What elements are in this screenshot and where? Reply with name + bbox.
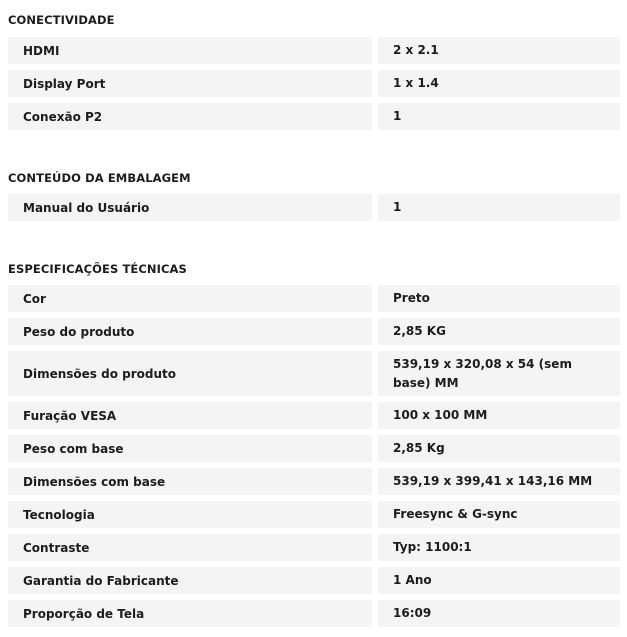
- spec-label: Tecnologia: [8, 501, 372, 528]
- spec-label: Dimensões com base: [8, 468, 372, 495]
- spec-value: 2,85 KG: [378, 318, 620, 345]
- spec-row: [8, 534, 620, 561]
- spec-row: [8, 501, 620, 528]
- spec-row: [8, 318, 620, 345]
- spec-row: [8, 567, 620, 594]
- section-title-especificacoes-tecnicas: ESPECIFICAÇÕES TÉCNICAS: [8, 262, 187, 276]
- spec-value: Freesync & G-sync: [378, 501, 620, 528]
- spec-value: 1 Ano: [378, 567, 620, 594]
- spec-row: [8, 402, 620, 429]
- spec-label: Garantia do Fabricante: [8, 567, 372, 594]
- spec-value: 100 x 100 MM: [378, 402, 620, 429]
- spec-row: [8, 37, 620, 64]
- spec-label: Manual do Usuário: [8, 194, 372, 221]
- spec-label: HDMI: [8, 37, 372, 64]
- spec-value: 539,19 x 320,08 x 54 (sem base) MM: [378, 351, 620, 396]
- spec-label: Proporção de Tela: [8, 600, 372, 627]
- spec-value: 1 x 1.4: [378, 70, 620, 97]
- spec-row: [8, 351, 620, 396]
- spec-row: [8, 70, 620, 97]
- spec-value: 1: [378, 103, 620, 130]
- spec-row: [8, 435, 620, 462]
- spec-value: 2,85 Kg: [378, 435, 620, 462]
- spec-value: Typ: 1100:1: [378, 534, 620, 561]
- section-title-conteudo-embalagem: CONTEÚDO DA EMBALAGEM: [8, 171, 191, 185]
- spec-value: 16:09: [378, 600, 620, 627]
- spec-row: [8, 468, 620, 495]
- spec-label: Display Port: [8, 70, 372, 97]
- spec-label: Peso do produto: [8, 318, 372, 345]
- spec-value: 539,19 x 399,41 x 143,16 MM: [378, 468, 620, 495]
- spec-row: [8, 194, 620, 221]
- spec-label: Peso com base: [8, 435, 372, 462]
- spec-value: 1: [378, 194, 620, 221]
- spec-row: [8, 600, 620, 627]
- spec-label: Cor: [8, 285, 372, 312]
- spec-label: Conexão P2: [8, 103, 372, 130]
- section-title-conectividade: CONECTIVIDADE: [8, 13, 115, 27]
- spec-label: Contraste: [8, 534, 372, 561]
- spec-value: 2 x 2.1: [378, 37, 620, 64]
- spec-row: [8, 103, 620, 130]
- spec-row: [8, 285, 620, 312]
- spec-value: Preto: [378, 285, 620, 312]
- spec-label: Dimensões do produto: [8, 351, 372, 396]
- spec-label: Furação VESA: [8, 402, 372, 429]
